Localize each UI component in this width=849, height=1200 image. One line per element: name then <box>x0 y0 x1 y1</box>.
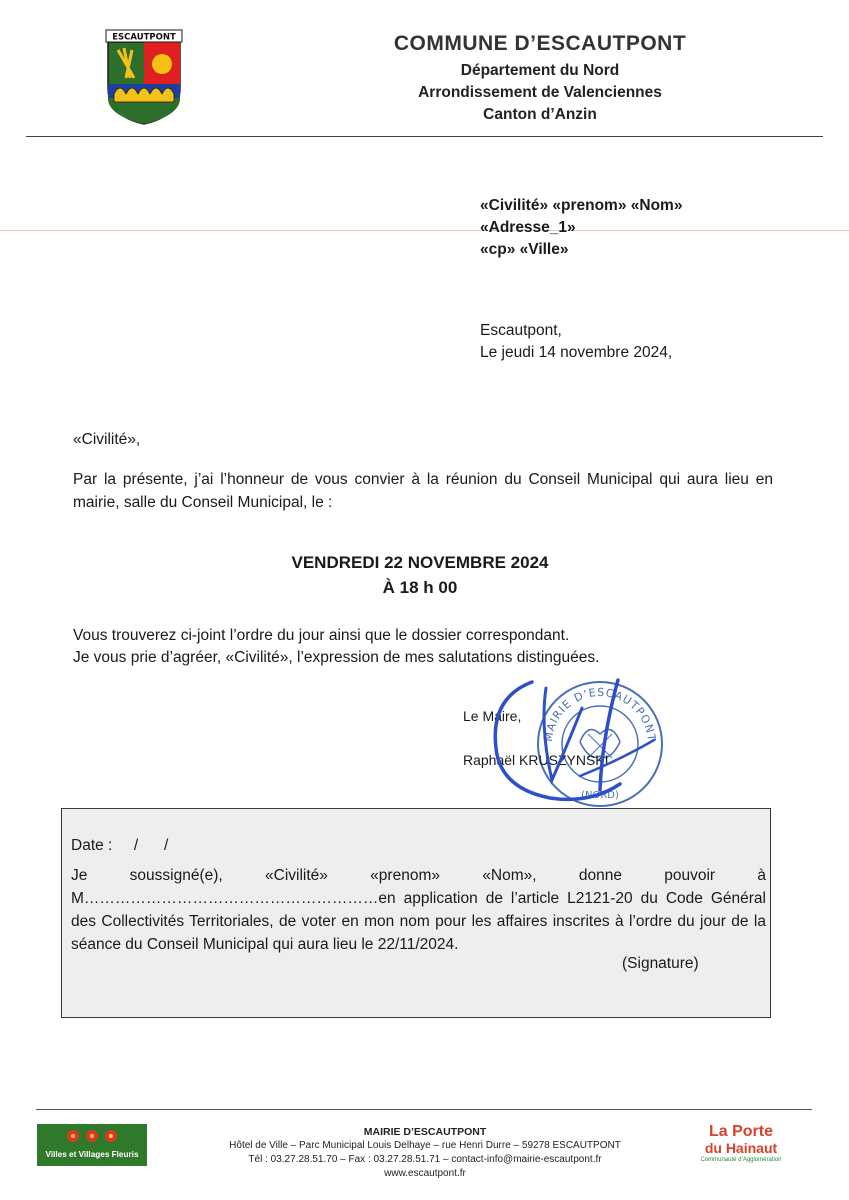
footer-divider <box>36 1109 812 1110</box>
proxy-signature-label: (Signature) <box>622 955 699 972</box>
intro-paragraph: Par la présente, j’ai l’honneur de vous convier à la réunion du Conseil Municipal qui aura lieu en mairie, salle du Conseil Municipal, le : <box>73 471 773 511</box>
lph-line3: Communauté d’Agglomération <box>700 1157 782 1163</box>
closing-line-1: Vous trouverez ci-joint l’ordre du jour ainsi que le dossier correspondant. <box>73 627 570 644</box>
meeting-date: VENDREDI 22 NOVEMBRE 2024 <box>291 553 549 572</box>
mayor-signature <box>470 668 670 813</box>
meeting-time: À 18 h 00 <box>382 578 458 597</box>
proxy-date-field[interactable]: Date : / / <box>71 837 169 854</box>
footer-address: Hôtel de Ville – Parc Municipal Louis Delhaye – rue Henri Durre – 59278 ESCAUTPONT <box>229 1140 621 1151</box>
letter-date: Le jeudi 14 novembre 2024, <box>480 344 673 361</box>
footer-title: MAIRIE D’ESCAUTPONT <box>363 1126 487 1138</box>
footer-contact: Tél : 03.27.28.51.70 – Fax : 03.27.28.51.71 – contact-info@mairie-escautpont.fr <box>248 1154 602 1165</box>
vvf-logo-text: Villes et Villages Fleuris <box>45 1150 139 1159</box>
department-line: Département du Nord <box>460 62 620 79</box>
header-divider <box>26 136 823 137</box>
mayor-role: Le Maire, <box>463 708 522 724</box>
commune-crest-logo <box>104 28 184 126</box>
canton-line: Canton d’Anzin <box>483 106 597 123</box>
footer-website[interactable]: www.escautpont.fr <box>384 1168 466 1179</box>
lph-line2: du Hainaut <box>704 1140 778 1156</box>
proxy-statement: Je soussigné(e), «Civilité» «prenom» «Nom», donne pouvoir à M…………………………………………………en application de l’article L2121-20 du Code Général des Collectivités Territoriales, de voter en mon nom pour les affaires inscrites à l’ordre du jour de la séance du Conseil Municipal qui aura lieu le 22/11/2024. <box>71 867 766 953</box>
villes-villages-fleuris-logo <box>37 1124 147 1166</box>
mayor-name: Raphaël KRUSZYNSKI <box>463 752 609 768</box>
fold-mark-line <box>0 230 849 231</box>
letter-place: Escautpont, <box>480 322 562 339</box>
arrondissement-line: Arrondissement de Valenciennes <box>418 84 662 101</box>
stamp-bottom-text: (NORD) <box>581 790 619 801</box>
closing-line-2: Je vous prie d’agréer, «Civilité», l’expression de mes salutations distinguées. <box>73 649 600 666</box>
recipient-address: «Adresse_1» <box>480 219 576 236</box>
lph-line1b: Porte <box>732 1123 774 1140</box>
commune-title: COMMUNE D’ESCAUTPONT <box>393 32 687 55</box>
la-porte-du-hainaut-logo <box>686 1124 796 1174</box>
recipient-name: «Civilité» «prenom» «Nom» <box>480 197 683 214</box>
lph-line1a: La <box>708 1123 733 1140</box>
crest-label: ESCAUTPONT <box>112 32 176 43</box>
stamp-text: MAIRIE D’ESCAUTPONT <box>541 685 659 743</box>
recipient-city: «cp» «Ville» <box>480 241 569 258</box>
salutation: «Civilité», <box>73 431 141 448</box>
